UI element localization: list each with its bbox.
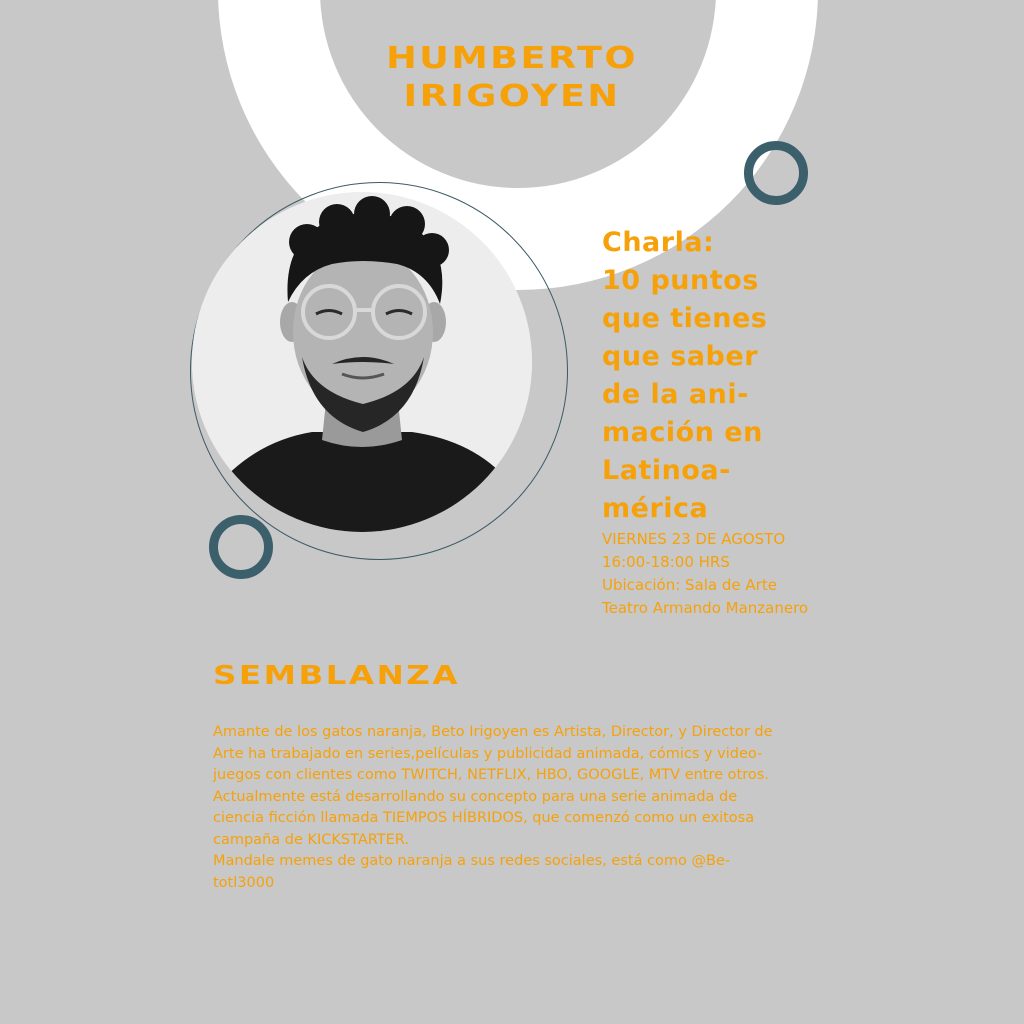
speaker-name-line1: HUMBERTO [386,41,638,76]
talk-title-line: Latinoa- [602,455,731,486]
bio-title: SEMBLANZA [213,661,461,691]
event-location-line1: Ubicación: Sala de Arte [602,576,777,594]
bio-line: totl3000 [213,874,275,891]
speaker-portrait-illustration [192,192,532,532]
speaker-name-line2: IRIGOYEN [403,79,621,114]
decorative-ring-bottom-left [209,515,273,579]
talk-title [602,224,832,528]
talk-title-line: 10 puntos [602,265,759,296]
decorative-ring-top-right [744,141,808,205]
speaker-photo [192,192,532,532]
bio-line: juegos con clientes como TWITCH, NETFLIX, HBO, GOOGLE, MTV entre otros. [213,767,769,783]
bio-line: ciencia ficción llamada TIEMPOS HÍBRIDOS, que comenzó como un exitosa [213,810,755,826]
talk-title-line: que tienes [602,303,768,334]
bio-line: Arte ha trabajado en series,películas y publicidad animada, cómics y video- [213,745,763,762]
bio-line: Amante de los gatos naranja, Beto Irigoyen es Artista, Director, y Director de [213,724,773,740]
event-location-line2: Teatro Armando Manzanero [602,599,809,617]
talk-title-line: Charla: [602,227,715,258]
talk-title-line: mación en [602,417,763,448]
talk-title-line: que saber [602,341,759,372]
event-details [602,528,862,620]
event-time: 16:00-18:00 HRS [602,553,730,571]
talk-title-line: mérica [602,493,709,524]
bio-line: campaña de KICKSTARTER. [213,831,409,848]
event-date: VIERNES 23 DE AGOSTO [602,530,786,548]
bio-text [213,722,813,894]
bio-line: Actualmente está desarrollando su concepto para una serie animada de [213,788,738,805]
talk-title-line: de la ani- [602,379,749,410]
bio-line: Mandale memes de gato naranja a sus redes sociales, está como @Be- [213,853,731,869]
speaker-name [290,40,734,116]
